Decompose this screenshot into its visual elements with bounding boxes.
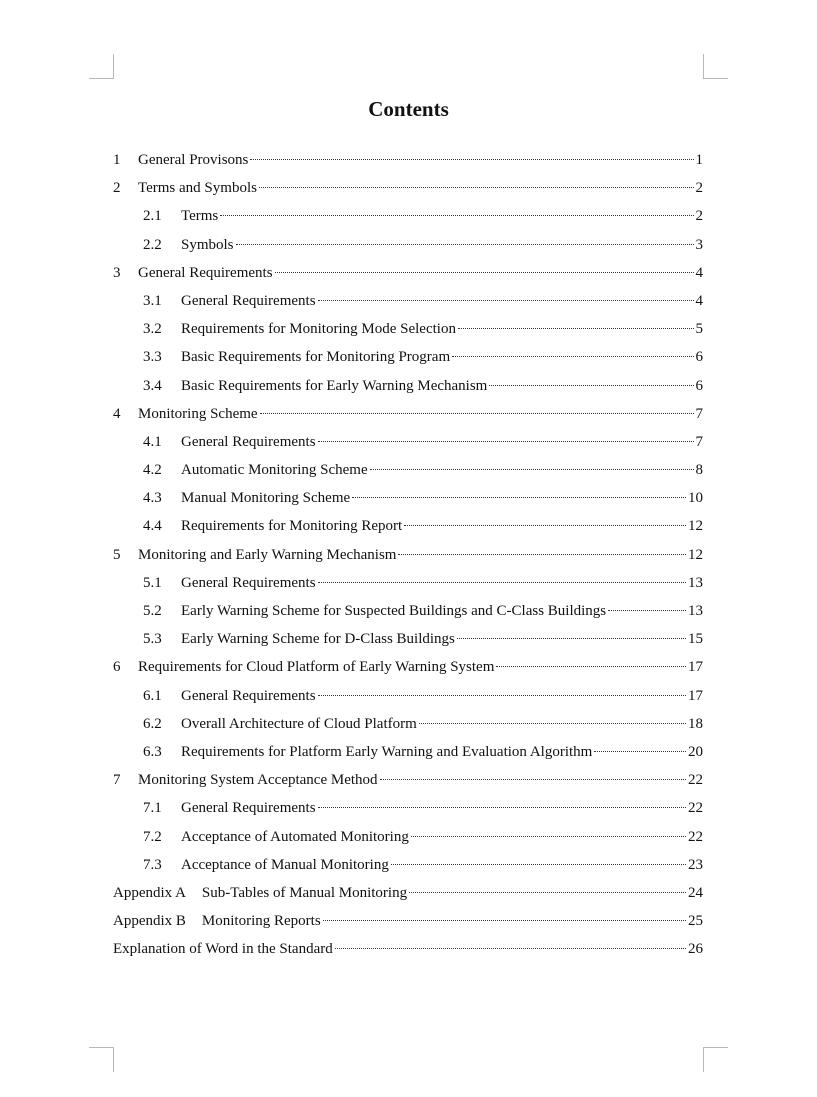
toc-entry-label: Terms (181, 208, 219, 225)
toc-entry-number: 4.1 (143, 433, 162, 450)
toc-entry-label: Monitoring Scheme (138, 405, 258, 422)
toc-entry[interactable] (113, 315, 703, 343)
toc-entry[interactable] (113, 456, 703, 484)
dot-leader (404, 525, 686, 526)
toc-entry-number: 6.1 (143, 687, 162, 704)
toc-entry[interactable] (113, 259, 703, 287)
toc-entry-page-number: 25 (688, 913, 703, 930)
toc-entry-label: Monitoring System Acceptance Method (138, 772, 378, 789)
dot-leader (594, 751, 686, 752)
toc-entry-label: General Requirements (138, 264, 273, 281)
toc-entry[interactable] (113, 512, 703, 540)
dot-leader (398, 554, 686, 555)
toc-entry[interactable] (113, 879, 703, 907)
toc-entry-number: 6.3 (143, 743, 162, 760)
toc-entry[interactable] (113, 202, 703, 230)
crop-mark-bottom-right (703, 1047, 728, 1072)
toc-entry[interactable] (113, 794, 703, 822)
toc-entry-label: Requirements for Monitoring Mode Selection (181, 321, 456, 338)
toc-entry-page-number: 3 (695, 236, 703, 253)
toc-entry-number: 4.3 (143, 490, 162, 507)
toc-entry-label: General Requirements (181, 433, 316, 450)
dot-leader (458, 328, 694, 329)
crop-mark-top-left (89, 54, 114, 79)
toc-entry-page-number: 13 (688, 603, 703, 619)
toc-entry[interactable] (113, 146, 703, 174)
toc-entry[interactable] (113, 710, 703, 738)
toc-entry[interactable] (113, 823, 703, 851)
toc-entry-number: 2.1 (143, 208, 162, 225)
dot-leader (496, 666, 686, 667)
toc-entry-number: 3.2 (143, 321, 162, 338)
dot-leader (457, 638, 686, 639)
toc-entry-page-number: 12 (688, 546, 703, 563)
toc-entry-page-number: 4 (695, 264, 703, 281)
toc-entry-page-number: 1 (695, 152, 703, 168)
dot-leader (380, 779, 686, 780)
toc-entry-page-number: 4 (695, 292, 703, 309)
toc-entry[interactable] (113, 597, 703, 625)
toc-entry-number: 7 (113, 772, 121, 789)
toc-entry[interactable] (113, 625, 703, 653)
dot-leader (260, 413, 694, 414)
toc-entry[interactable] (113, 541, 703, 569)
table-of-contents (113, 146, 703, 963)
toc-entry[interactable] (113, 653, 703, 681)
toc-entry-page-number: 6 (695, 349, 703, 366)
toc-entry-label: Explanation of Word in the Standard (113, 941, 333, 958)
toc-entry-page-number: 5 (695, 321, 703, 338)
toc-entry-label: Requirements for Cloud Platform of Early Warning System (138, 659, 495, 676)
toc-entry-label: General Requirements (181, 687, 316, 704)
toc-entry-page-number: 23 (688, 856, 703, 873)
toc-entry-number: 5 (113, 546, 121, 563)
toc-entry-page-number: 7 (695, 405, 703, 422)
toc-entry-number: 6.2 (143, 715, 162, 732)
dot-leader (411, 836, 686, 837)
toc-entry-label: Terms and Symbols (138, 180, 257, 197)
toc-entry-number: 3.4 (143, 377, 162, 394)
toc-entry-number: 3 (113, 264, 121, 281)
toc-entry-label: Basic Requirements for Monitoring Program (181, 349, 451, 366)
toc-entry-number: 1 (113, 152, 121, 168)
toc-entry-page-number: 10 (688, 490, 703, 507)
toc-entry-label: Sub-Tables of Manual Monitoring (201, 884, 408, 901)
toc-entry-number: 4.4 (143, 518, 162, 535)
dot-leader (608, 610, 686, 611)
toc-entry-label: General Requirements (181, 292, 316, 309)
toc-entry-label: Symbols (181, 236, 234, 253)
toc-entry-page-number: 20 (688, 743, 703, 760)
toc-entry-number: 6 (113, 659, 121, 676)
toc-entry-number: 7.2 (143, 828, 162, 845)
toc-entry[interactable] (113, 766, 703, 794)
toc-entry[interactable] (113, 907, 703, 935)
dot-leader (236, 244, 694, 245)
toc-entry[interactable] (113, 231, 703, 259)
toc-entry-label: General Requirements (181, 574, 316, 591)
toc-entry-label: Basic Requirements for Early Warning Mechanism (181, 377, 488, 394)
dot-leader (318, 807, 686, 808)
toc-entry[interactable] (113, 372, 703, 400)
toc-entry-label: Monitoring Reports (201, 913, 321, 930)
toc-entry-page-number: 6 (695, 377, 703, 394)
toc-entry[interactable] (113, 682, 703, 710)
toc-entry-number: 3.1 (143, 292, 162, 309)
toc-entry[interactable] (113, 569, 703, 597)
dot-leader (250, 159, 693, 160)
toc-entry-number: 3.3 (143, 349, 162, 366)
toc-entry[interactable] (113, 287, 703, 315)
toc-entry-page-number: 24 (688, 884, 703, 901)
toc-entry-page-number: 17 (688, 687, 703, 704)
toc-entry-page-number: 15 (688, 631, 703, 648)
toc-entry-label: Manual Monitoring Scheme (181, 490, 351, 507)
dot-leader (220, 215, 693, 216)
toc-entry-label: Automatic Monitoring Scheme (181, 462, 368, 479)
dot-leader (259, 187, 694, 188)
toc-entry-page-number: 22 (688, 800, 703, 817)
toc-entry-label: Acceptance of Automated Monitoring (181, 828, 409, 845)
toc-entry-page-number: 22 (688, 772, 703, 789)
toc-entry-page-number: 13 (688, 574, 703, 591)
dot-leader (489, 385, 693, 386)
toc-entry-number: Appendix B (113, 913, 186, 930)
toc-entry-page-number: 17 (688, 659, 703, 676)
toc-entry-page-number: 26 (688, 941, 703, 958)
toc-entry-number: 4.2 (143, 462, 162, 479)
toc-entry[interactable] (113, 343, 703, 371)
toc-entry-label: Requirements for Monitoring Report (181, 518, 403, 535)
toc-entry-number: Appendix A (113, 884, 186, 901)
toc-entry-page-number: 2 (695, 180, 703, 197)
toc-entry-label: Requirements for Platform Early Warning and Evaluation Algorithm (181, 743, 593, 760)
toc-entry-number: 5.2 (143, 603, 162, 619)
toc-entry-number: 7.3 (143, 856, 162, 873)
toc-entry-label: Early Warning Scheme for Suspected Buildings and C-Class Buildings (181, 603, 607, 619)
toc-entry-number: 7.1 (143, 800, 162, 817)
toc-entry-number: 2 (113, 180, 121, 197)
toc-entry[interactable] (113, 851, 703, 879)
dot-leader (409, 892, 686, 893)
toc-entry[interactable] (113, 935, 703, 963)
dot-leader (419, 723, 686, 724)
dot-leader (452, 356, 693, 357)
toc-entry[interactable] (113, 428, 703, 456)
dot-leader (318, 695, 686, 696)
crop-mark-top-right (703, 54, 728, 79)
toc-entry-number: 5.3 (143, 631, 162, 648)
crop-mark-bottom-left (89, 1047, 114, 1072)
dot-leader (370, 469, 694, 470)
toc-entry-number: 4 (113, 405, 121, 422)
toc-entry-number: 5.1 (143, 574, 162, 591)
toc-entry-label: Overall Architecture of Cloud Platform (181, 715, 417, 732)
dot-leader (335, 948, 686, 949)
toc-entry-label: General Requirements (181, 800, 316, 817)
toc-entry-number: 2.2 (143, 236, 162, 253)
toc-entry-page-number: 22 (688, 828, 703, 845)
toc-entry-page-number: 18 (688, 715, 703, 732)
toc-entry-page-number: 7 (695, 433, 703, 450)
dot-leader (318, 441, 694, 442)
page-title: Contents (368, 97, 449, 121)
dot-leader (352, 497, 686, 498)
toc-entry-label: Early Warning Scheme for D-Class Buildings (181, 631, 455, 648)
dot-leader (318, 300, 694, 301)
toc-entry-label: Acceptance of Manual Monitoring (181, 856, 389, 873)
toc-entry-page-number: 8 (695, 462, 703, 479)
toc-entry-label: Monitoring and Early Warning Mechanism (138, 546, 397, 563)
toc-entry[interactable] (113, 174, 703, 202)
dot-leader (275, 272, 694, 273)
toc-entry[interactable] (113, 484, 703, 512)
dot-leader (323, 920, 686, 921)
toc-entry-page-number: 12 (688, 518, 703, 535)
toc-entry[interactable] (113, 400, 703, 428)
dot-leader (318, 582, 686, 583)
toc-entry-page-number: 2 (695, 208, 703, 225)
toc-entry[interactable] (113, 738, 703, 766)
toc-entry-label: General Provisons (138, 152, 249, 168)
dot-leader (391, 864, 686, 865)
